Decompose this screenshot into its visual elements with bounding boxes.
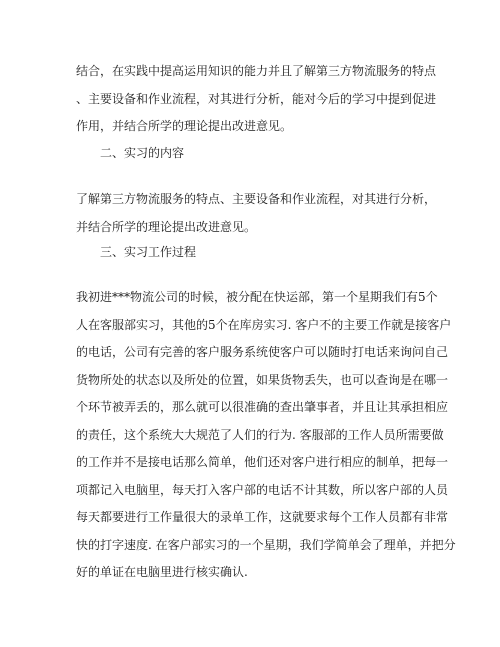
paragraph-line: 我初进***物流公司的时候，被分配在快运部，第一个星期我们有5个 <box>76 290 438 304</box>
paragraph-line: 作用，并结合所学的理论提出改进意见。 <box>76 119 293 133</box>
paragraph-line: 并结合所学的理论提出改进意见。 <box>76 219 257 234</box>
paragraph-line: 好的单证在电脑里进行核实确认. <box>76 565 248 579</box>
intro-paragraph <box>76 58 436 141</box>
paragraph-line: 结合，在实践中提高运用知识的能力并且了解第三方物流服务的特点 <box>76 64 437 78</box>
paragraph-line: 项都记入电脑里，每天打入客户部的电话不计其数，所以客户部的人员 <box>76 482 449 497</box>
paragraph-line: 每天都要进行工作量很大的录单工作，这就要求每个工作人员都有非常 <box>76 510 449 524</box>
section-content-paragraph <box>76 186 436 241</box>
paragraph-line: 的工作并不是接电话那么简单，他们还对客户进行相应的制单，把每一 <box>76 455 449 469</box>
paragraph-line: 货物所处的状态以及所处的位置，如果货物丢失，也可以查询是在哪一 <box>76 372 449 387</box>
paragraph-line: 的责任，这个系统大大规范了人们的行为. 客服部的工作人员所需要做 <box>76 427 444 442</box>
paragraph-line: 了解第三方物流服务的特点、主要设备和作业流程，对其进行分析， <box>76 192 437 206</box>
paragraph-line: 的电话，公司有完善的客户服务系统使客户可以随时打电话来询问自己 <box>76 345 449 359</box>
section-heading-process: 三、实习工作过程 <box>100 245 197 259</box>
section-heading-content: 二、实习的内容 <box>100 146 185 160</box>
paragraph-line: 个环节被弄丢的，那么就可以很准确的查出肇事者，并且让其承担相应 <box>76 400 449 414</box>
paragraph-line: 快的打字速度. 在客户部实习的一个星期，我们学简单会了理单，并把分 <box>76 537 456 552</box>
paragraph-line: 、主要设备和作业流程，对其进行分析，能对今后的学习中提到促进 <box>76 91 437 106</box>
paragraph-line: 人在客服部实习，其他的5个在库房实习. 客户不的主要工作就是接客户 <box>76 317 452 332</box>
section-process-paragraph <box>76 284 456 587</box>
